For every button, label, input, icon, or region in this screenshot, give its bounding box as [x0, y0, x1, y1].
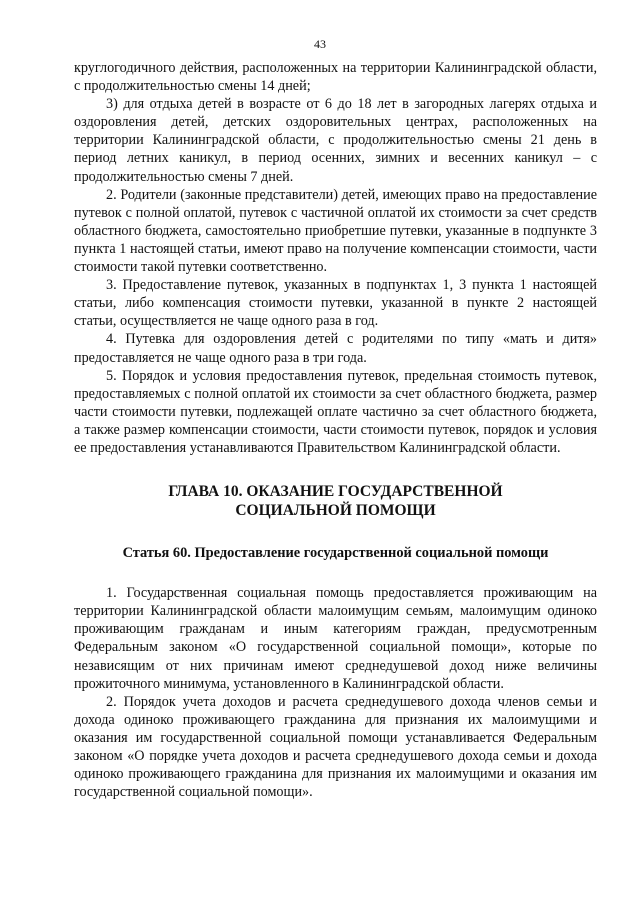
paragraph-item-4: 4. Путевка для оздоровления детей с родителями по типу «мать и дитя» предоставляется не чаще одного раза в три года. [74, 331, 597, 366]
paragraph-continuation: круглогодичного действия, расположенных на территории Калининградской области, с продолжительностью смены 14 дней; [74, 60, 597, 95]
page-number: 43 [314, 37, 326, 51]
paragraph-subitem-3: 3) для отдыха детей в возрасте от 6 до 18 лет в загородных лагерях отдыха и оздоровления детей, детских оздоровительных центрах, расположенных на территории Калининградской области, с продолжительностью смены 21 день в период летних каникул, в период осенних, зимних и весенних каникул – с продолжительностью смены 7 дней. [74, 96, 597, 185]
paragraph-item-5: 5. Порядок и условия предоставления путевок, предельная стоимость путевок, предоставляемых с полной оплатой их стоимости за счет областного бюджета, размер части стоимости путевки, подлежащей оплате частично за счет областного бюджета, а также размер компенсации стоимости, части стоимости путевок, порядок и условия ее предоставления устанавливаются Правительством Калининградской области. [74, 367, 597, 456]
article-paragraph-1: 1. Государственная социальная помощь предоставляется проживающим на территории Калининградской области малоимущим семьям, малоимущим одиноко проживающим гражданам и иным категориям граждан, предусмотренным Федеральным законом «О государственной социальной помощи», которые по независящим от них причинам имеют среднедушевой доход ниже величины прожиточного минимума, установленного в Калининградской области. [74, 585, 597, 692]
article-title: Статья 60. Предоставление государственной социальной помощи [122, 545, 549, 562]
paragraph-item-2: 2. Родители (законные представители) детей, имеющих право на предоставление путевок с полной оплатой, путевок с частичной оплатой их стоимости за счет средств областного бюджета, самостоятельно приобретшие путевки, указанные в подпункте 3 пункта 1 настоящей статьи, имеют право на получение компенсации стоимости, части стоимости такой путевки соответственно. [74, 186, 597, 276]
article-paragraph-2: 2. Порядок учета доходов и расчета среднедушевого дохода членов семьи и дохода одиноко проживающего гражданина для признания их малоимущими и оказания им государственной социальной помощи устанавливается Федеральным законом «О порядке учета доходов и расчета среднедушевого дохода семьи и дохода одиноко проживающего гражданина для признания их малоимущими и оказания им государственной социальной помощи». [74, 693, 597, 801]
paragraph-item-3: 3. Предоставление путевок, указанных в подпунктах 1, 3 пункта 1 настоящей статьи, либо компенсация стоимости путевки, указанной в пункте 2 настоящей статьи, осуществляется не чаще одного раза в год. [74, 277, 597, 330]
document-body [74, 59, 597, 801]
chapter-title: ГЛАВА 10. ОКАЗАНИЕ ГОСУДАРСТВЕННОЙ СОЦИАЛЬНОЙ ПОМОЩИ [168, 483, 503, 520]
